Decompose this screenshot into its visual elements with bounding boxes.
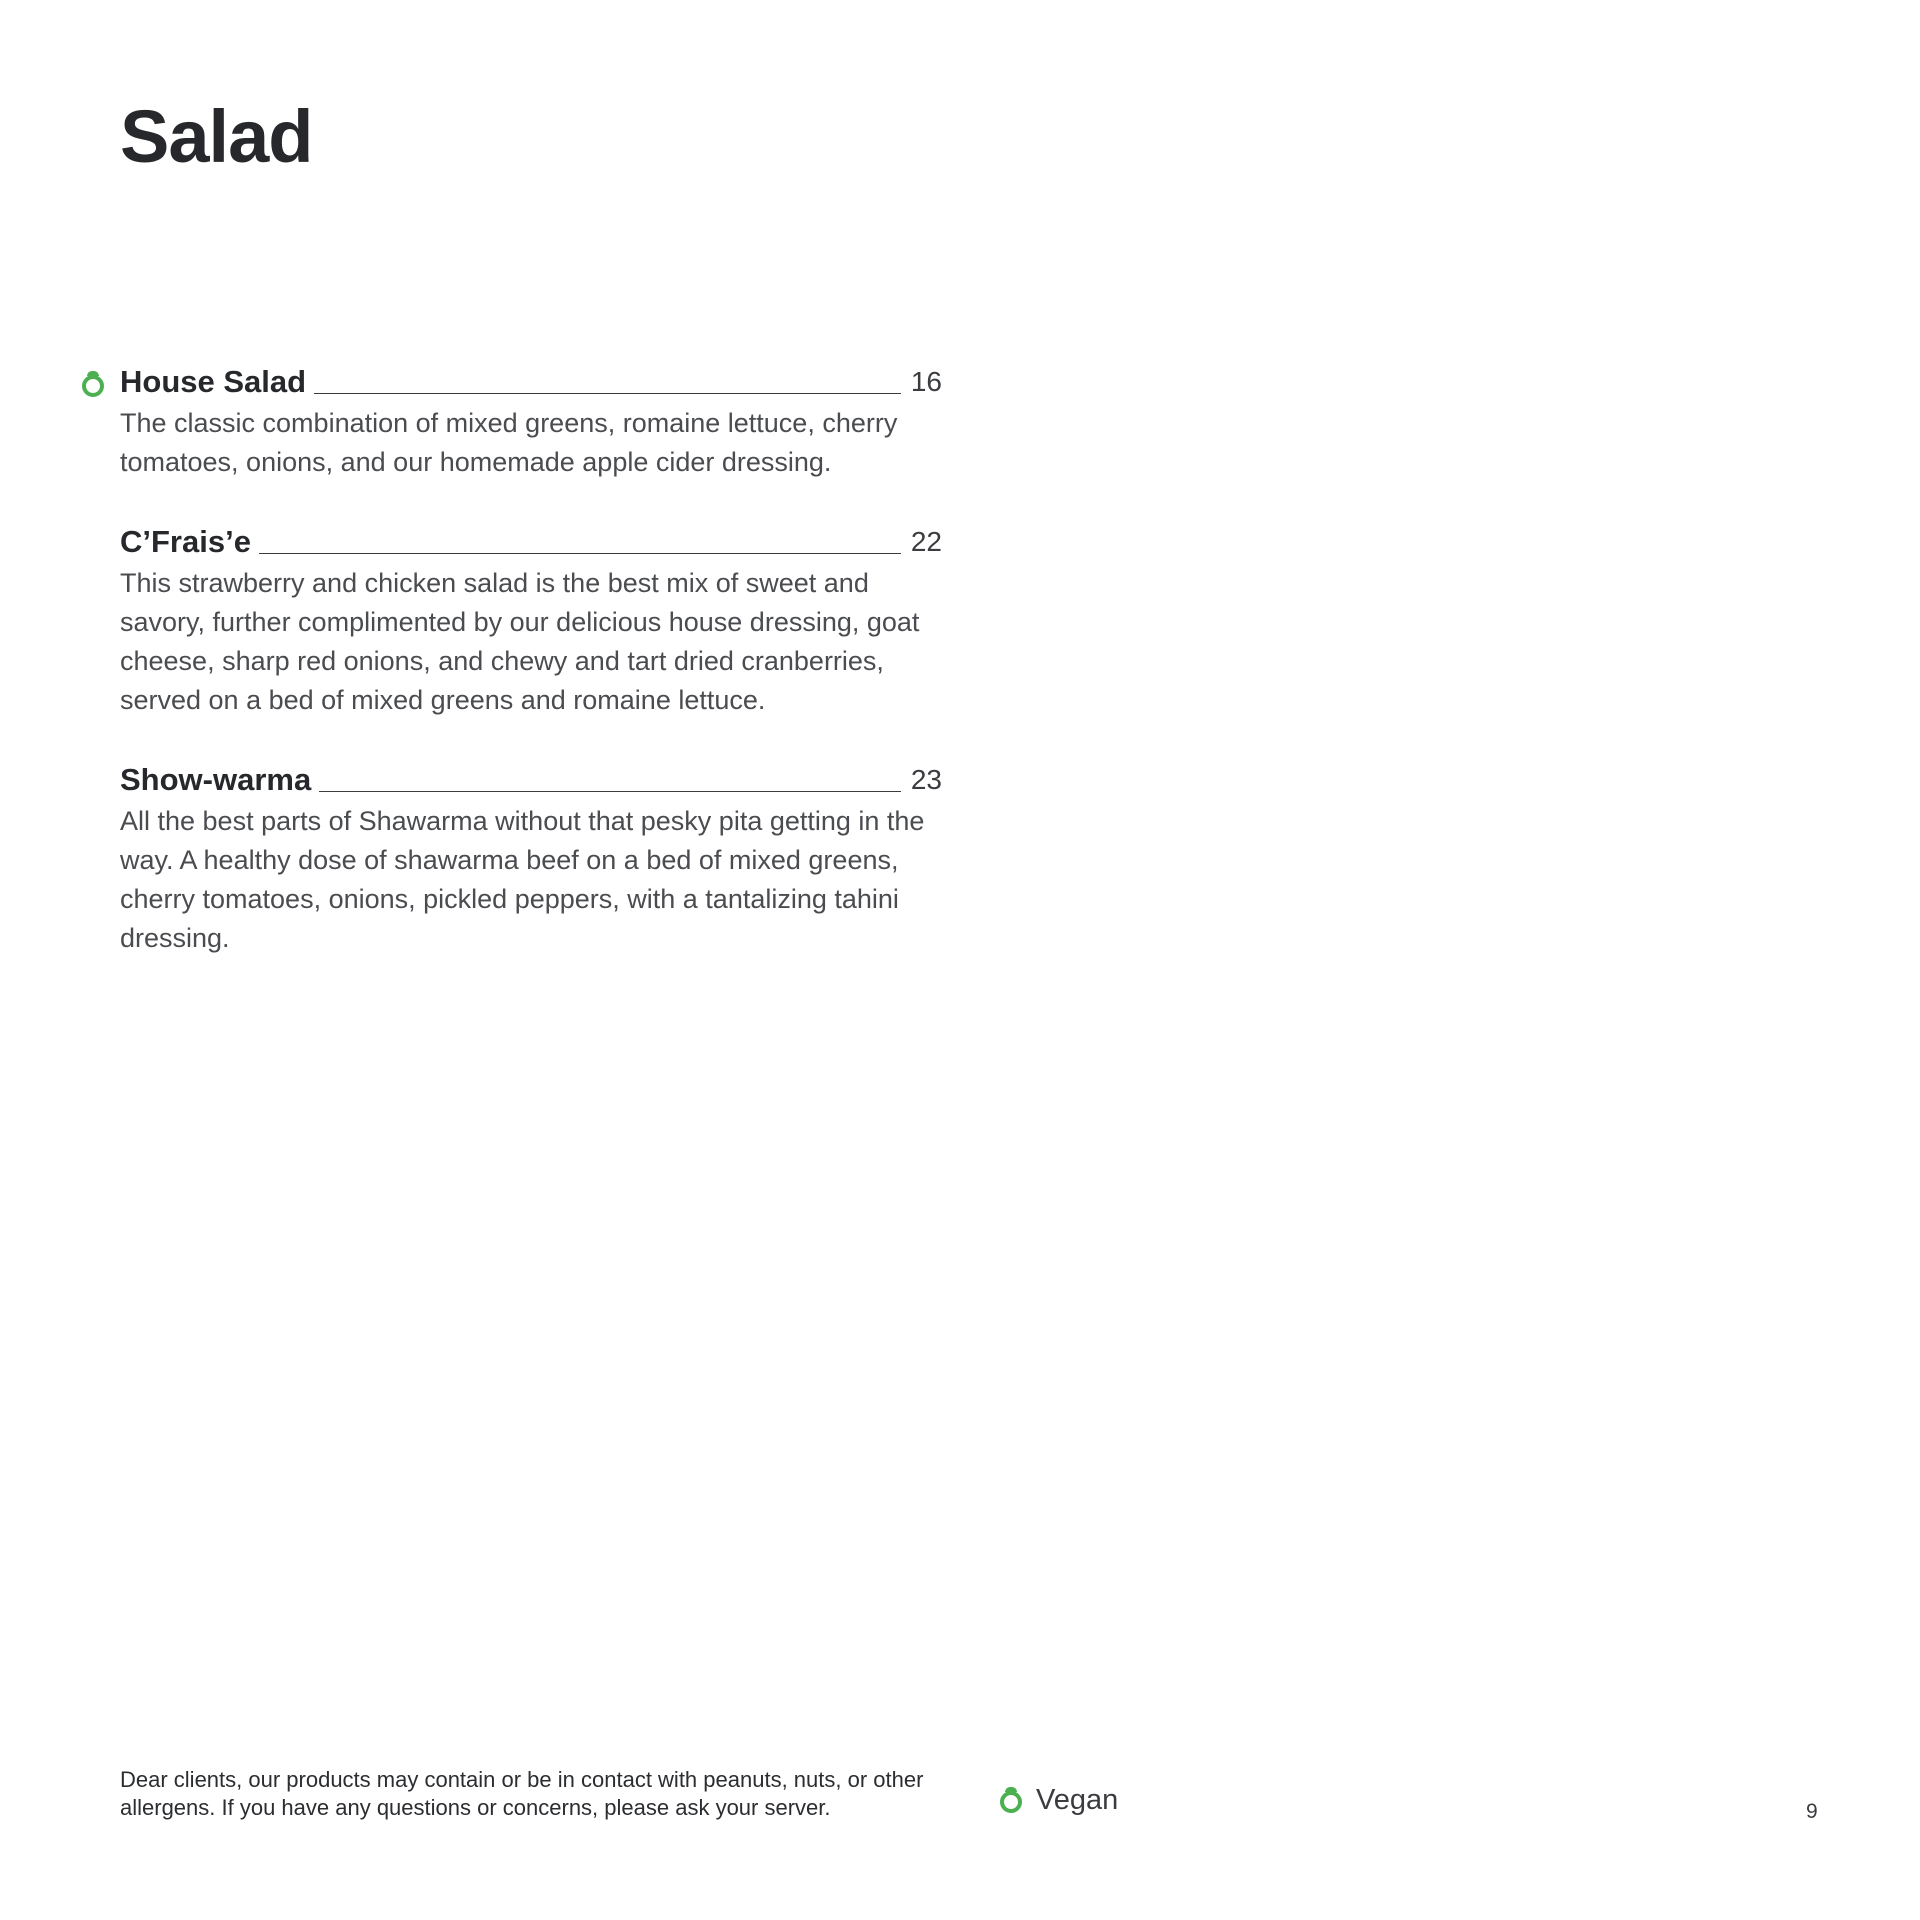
vegan-legend: [1000, 1782, 1118, 1818]
menu-item-header: [120, 362, 942, 402]
menu-item-description: The classic combination of mixed greens, romaine lettuce, cherry tomatoes, onions, and our homemade apple cider dressing.: [120, 408, 898, 477]
menu-item-price: 16: [910, 366, 942, 397]
menu-item-house-salad: [120, 362, 942, 482]
menu-item-show-warma: [120, 760, 942, 958]
price-leader-line: [314, 393, 901, 394]
legend-label: Vegan: [1036, 1784, 1119, 1816]
salad-menu-list: [120, 362, 942, 998]
menu-item-name: Show-warma: [120, 762, 312, 797]
menu-item-description: All the best parts of Shawarma without that pesky pita getting in the way. A healthy dose of shawarma beef on a bed of mixed greens, cherry tomatoes, onions, pickled peppers, with a tantalizing tahini dressing.: [120, 806, 925, 953]
page-title: Salad: [120, 95, 313, 178]
menu-item-description: This strawberry and chicken salad is the best mix of sweet and savory, further complimented by our delicious house dressing, goat cheese, sharp red onions, and chewy and tart dried cranberries, served on a bed of mixed greens and romaine lettuce.: [120, 568, 920, 715]
menu-item-cfraise: [120, 522, 942, 720]
menu-item-price: 22: [910, 526, 942, 557]
menu-item-name: C’Frais’e: [120, 524, 251, 559]
vegan-icon: [82, 371, 104, 397]
menu-item-header: [120, 760, 942, 800]
price-leader-line: [259, 553, 901, 554]
menu-item-name: House Salad: [120, 364, 307, 399]
menu-item-header: [120, 522, 942, 562]
vegan-icon: [1000, 1787, 1022, 1813]
allergen-notice: Dear clients, our products may contain or be in contact with peanuts, nuts, or other allergens. If you have any questions or concerns, please ask your server.: [120, 1767, 924, 1820]
page-number: 9: [1806, 1800, 1818, 1823]
menu-item-price: 23: [910, 764, 942, 795]
price-leader-line: [319, 791, 901, 792]
